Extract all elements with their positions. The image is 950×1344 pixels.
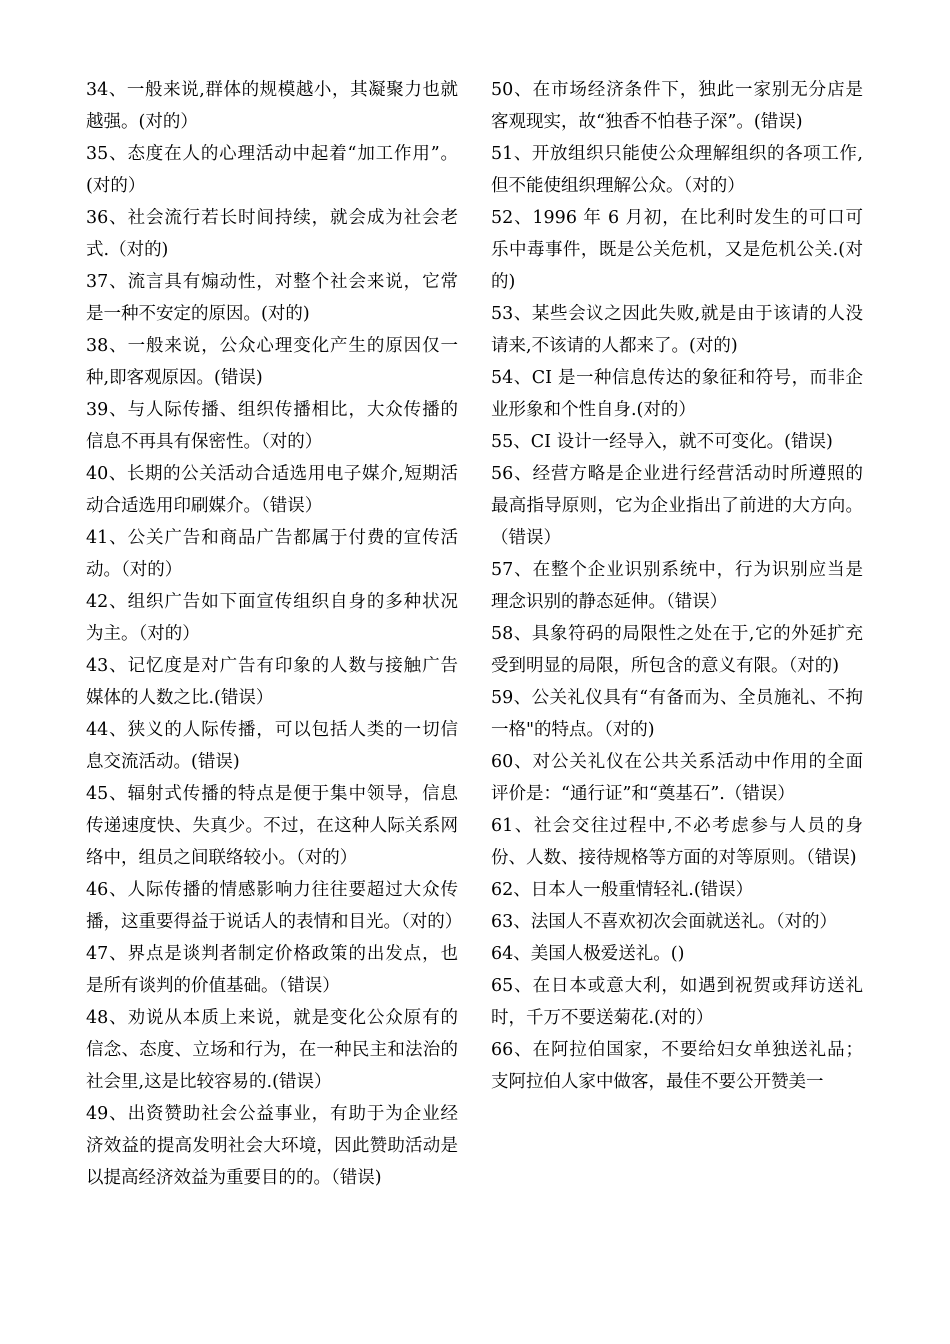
question-34: 34、一般来说,群体的规模越小，其凝聚力也就越强。(对的） [86,80,458,132]
question-38: 38、一般来说，公众心理变化产生的原因仅一种,即客观原因。(错误) [86,336,458,388]
question-65: 65、在日本或意大利，如遇到祝贺或拜访送礼时，千万不要送菊花.(对的） [491,976,863,1028]
question-64: 64、美国人极爱送礼。() [491,944,685,964]
question-55: 55、CI 设计一经导入，就不可变化。(错误) [491,432,833,452]
question-63: 63、法国人不喜欢初次会面就送礼。（对的） [491,912,838,932]
question-48: 48、劝说从本质上来说，就是变化公众原有的信念、态度、立场和行为，在一种民主和法治的社会里,这是比较容易的.(错误） [86,1008,458,1092]
question-53: 53、某些会议之因此失败,就是由于该请的人没请来,不该请的人都来了。(对的) [491,304,863,356]
question-52: 52、1996 年 6 月初，在比利时发生的可口可乐中毒事件，既是公关危机，又是危机公关.(对的) [491,208,863,292]
left-column [86,74,463,1194]
question-45: 45、辐射式传播的特点是便于集中领导，信息传递速度快、失真少。不过，在这种人际关系网络中，组员之间联络较小。（对的） [86,784,458,868]
question-56: 56、经营方略是企业进行经营活动时所遵照的最高指导原则，它为企业指出了前进的大方向。（错误） [491,464,863,548]
question-60: 60、对公关礼仪在公共关系活动中作用的全面评价是：“通行证”和“奠基石”.（错误） [491,752,863,804]
question-66: 66、在阿拉伯国家，不要给妇女单独送礼品；支阿拉伯人家中做客，最佳不要公开赞美一 [491,1040,863,1092]
question-41: 41、公关广告和商品广告都属于付费的宣传活动。（对的） [86,528,458,580]
question-47: 47、界点是谈判者制定价格政策的出发点，也是所有谈判的价值基础。（错误） [86,944,458,996]
question-36: 36、社会流行若长时间持续，就会成为社会老式.（对的) [86,208,458,260]
question-39: 39、与人际传播、组织传播相比，大众传播的信息不再具有保密性。（对的） [86,400,458,452]
question-61: 61、社会交往过程中,不必考虑参与人员的身份、人数、接待规格等方面的对等原则。（错误) [491,816,863,868]
question-50: 50、在市场经济条件下，独此一家别无分店是客观现实，故“独香不怕巷子深”。(错误) [491,80,863,132]
right-column [491,74,863,1098]
question-59: 59、公关礼仪具有“有备而为、全员施礼、不拘一格"的特点。（对的) [491,688,863,740]
question-57: 57、在整个企业识别系统中，行为识别应当是理念识别的静态延伸。（错误） [491,560,863,612]
question-46: 46、人际传播的情感影响力往往要超过大众传播，这重要得益于说话人的表情和目光。（对的） [86,880,463,932]
question-49: 49、出资赞助社会公益事业，有助于为企业经济效益的提高发明社会大环境，因此赞助活动是以提高经济效益为重要目的的。（错误) [86,1104,458,1188]
question-58: 58、具象符码的局限性之处在于,它的外延扩充受到明显的局限，所包含的意义有限。（对的) [491,624,863,676]
question-37: 37、流言具有煽动性，对整个社会来说，它常是一种不安定的原因。(对的) [86,272,458,324]
question-40: 40、长期的公关活动合适选用电子媒介,短期活动合适选用印刷媒介。（错误） [86,464,458,516]
question-51: 51、开放组织只能使公众理解组织的各项工作,但不能使组织理解公众。（对的） [491,144,863,196]
question-62: 62、日本人一般重情轻礼.(错误） [491,880,754,900]
question-43: 43、记忆度是对广告有印象的人数与接触广告媒体的人数之比.(错误） [86,656,458,708]
question-54: 54、CI 是一种信息传达的象征和符号，而非企业形象和个性自身.(对的） [491,368,863,420]
question-44: 44、狭义的人际传播，可以包括人类的一切信息交流活动。(错误) [86,720,458,772]
question-42: 42、组织广告如下面宣传组织自身的多种状况为主。（对的） [86,592,458,644]
question-35: 35、态度在人的心理活动中起着“加工作用”。(对的） [86,144,458,196]
